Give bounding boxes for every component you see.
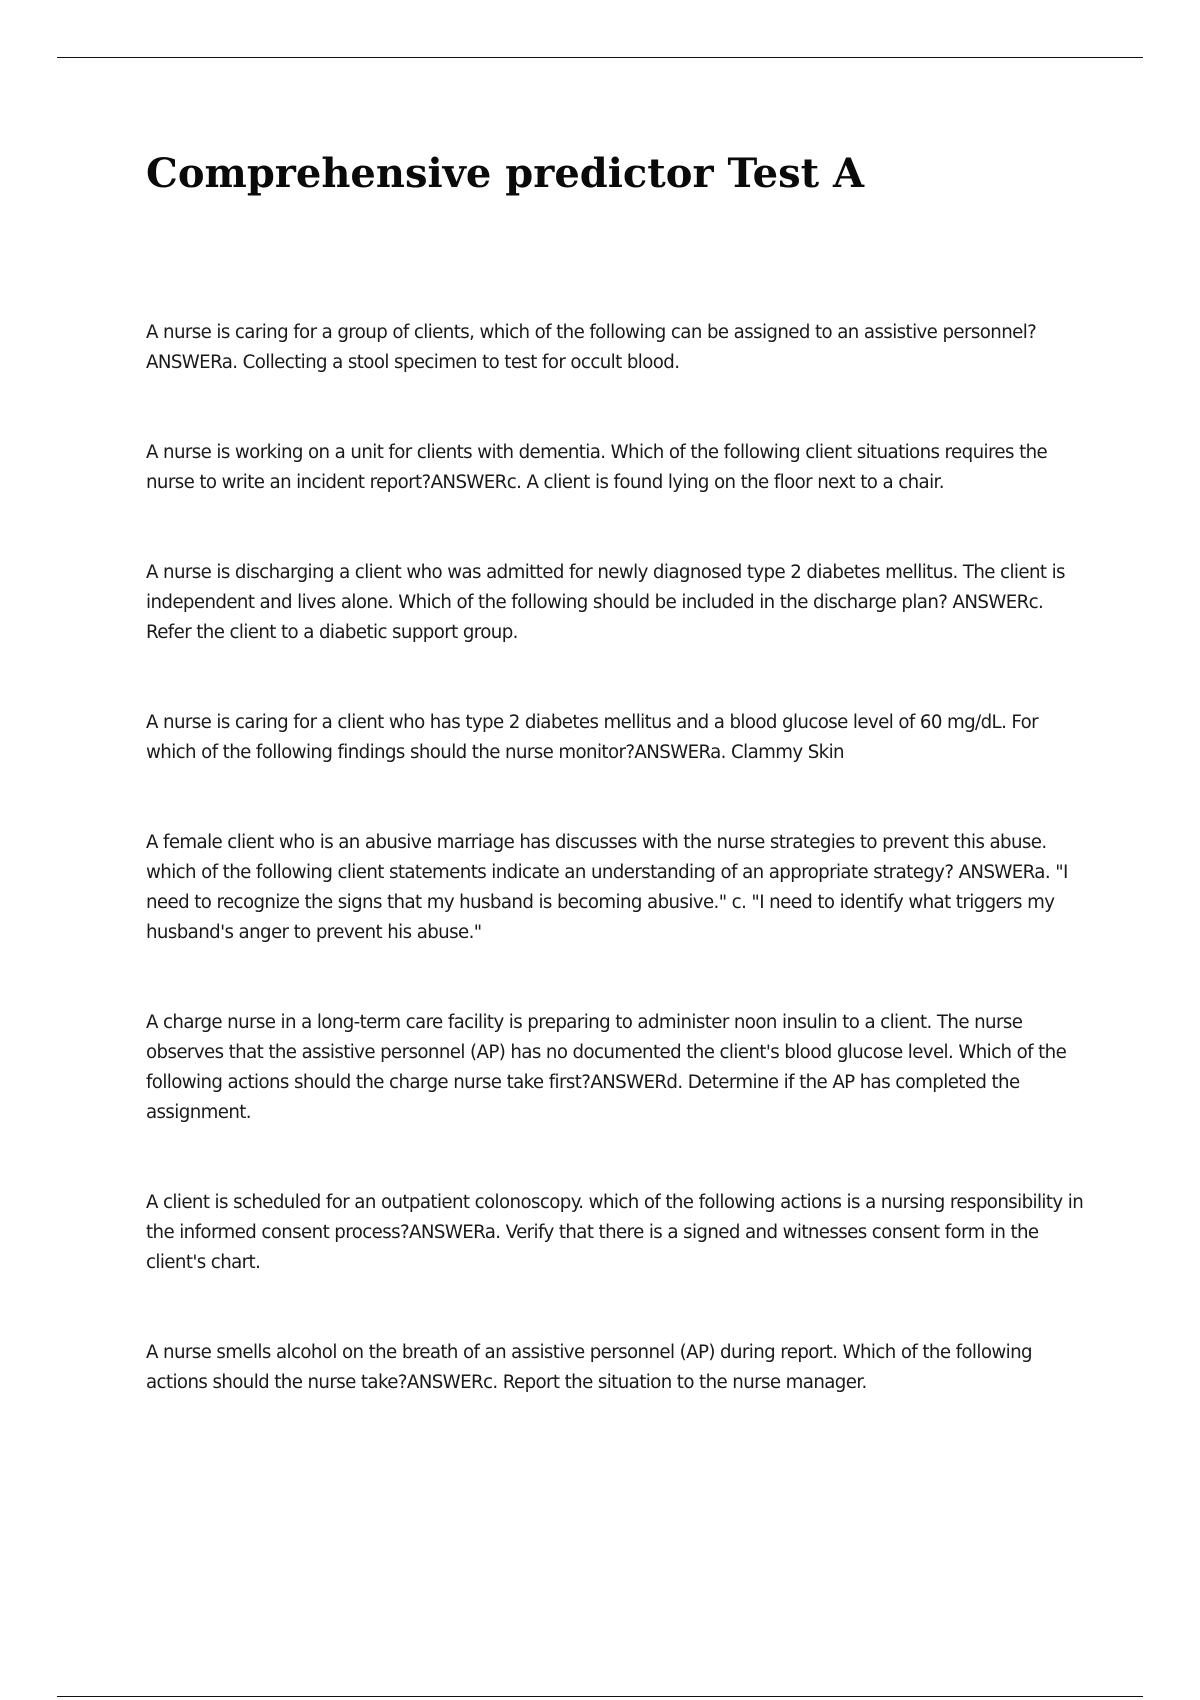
answer-text: ANSWERa. Collecting a stool specimen to test for occult blood.	[146, 352, 680, 373]
question-text: A nurse is working on a unit for clients with dementia. Which of the following client situations requires the nurse to write an incident report?	[146, 442, 1048, 493]
answer-text: ANSWERd. Determine if the AP has completed the assignment.	[146, 1072, 1020, 1123]
question-text: A nurse smells alcohol on the breath of an assistive personnel (AP) during report. Which of the following actions should the nurse take?	[146, 1342, 1032, 1393]
qa-item-5	[146, 828, 1090, 948]
answer-text: ANSWERc. Refer the client to a diabetic support group.	[146, 592, 1044, 643]
top-divider	[57, 57, 1143, 58]
qa-item-3	[146, 558, 1090, 648]
qa-item-2	[146, 438, 1090, 498]
answer-text: ANSWERc. A client is found lying on the floor next to a chair.	[430, 472, 944, 493]
qa-list	[146, 318, 1090, 1458]
answer-text: ANSWERa. Verify that there is a signed and witnesses consent form in the client's chart.	[146, 1222, 1039, 1273]
question-text: A nurse is caring for a group of clients, which of the following can be assigned to an assistive personnel?	[146, 322, 1037, 343]
qa-item-7	[146, 1188, 1090, 1278]
qa-item-4	[146, 708, 1090, 768]
question-text: A charge nurse in a long-term care facility is preparing to administer noon insulin to a client. The nurse observes that the assistive personnel (AP) has no documented the client's blood glucose level. Which of the following actions should the charge nurse take first?	[146, 1012, 1067, 1093]
answer-text: ANSWERa. Clammy Skin	[634, 742, 844, 763]
question-text: A nurse is caring for a client who has type 2 diabetes mellitus and a blood glucose level of 60 mg/dL. For which of the following findings should the nurse monitor?	[146, 712, 1039, 763]
page-title: Comprehensive predictor Test A	[146, 150, 865, 197]
question-text: A female client who is an abusive marriage has discusses with the nurse strategies to prevent this abuse. which of the following client statements indicate an understanding of an appropriate strategy?	[146, 832, 1047, 883]
qa-item-6	[146, 1008, 1090, 1128]
bottom-divider	[57, 1696, 1143, 1697]
qa-item-1	[146, 318, 1090, 378]
answer-text: ANSWERa. "I need to recognize the signs that my husband is becoming abusive." c. "I need to identify what triggers my husband's anger to prevent his abuse."	[146, 862, 1068, 943]
question-text: A nurse is discharging a client who was admitted for newly diagnosed type 2 diabetes mellitus. The client is independent and lives alone. Which of the following should be included in the discharge plan?	[146, 562, 1065, 613]
qa-item-8	[146, 1338, 1090, 1398]
question-text: A client is scheduled for an outpatient colonoscopy. which of the following actions is a nursing responsibility in the informed consent process?	[146, 1192, 1084, 1243]
answer-text: ANSWERc. Report the situation to the nurse manager.	[406, 1372, 867, 1393]
